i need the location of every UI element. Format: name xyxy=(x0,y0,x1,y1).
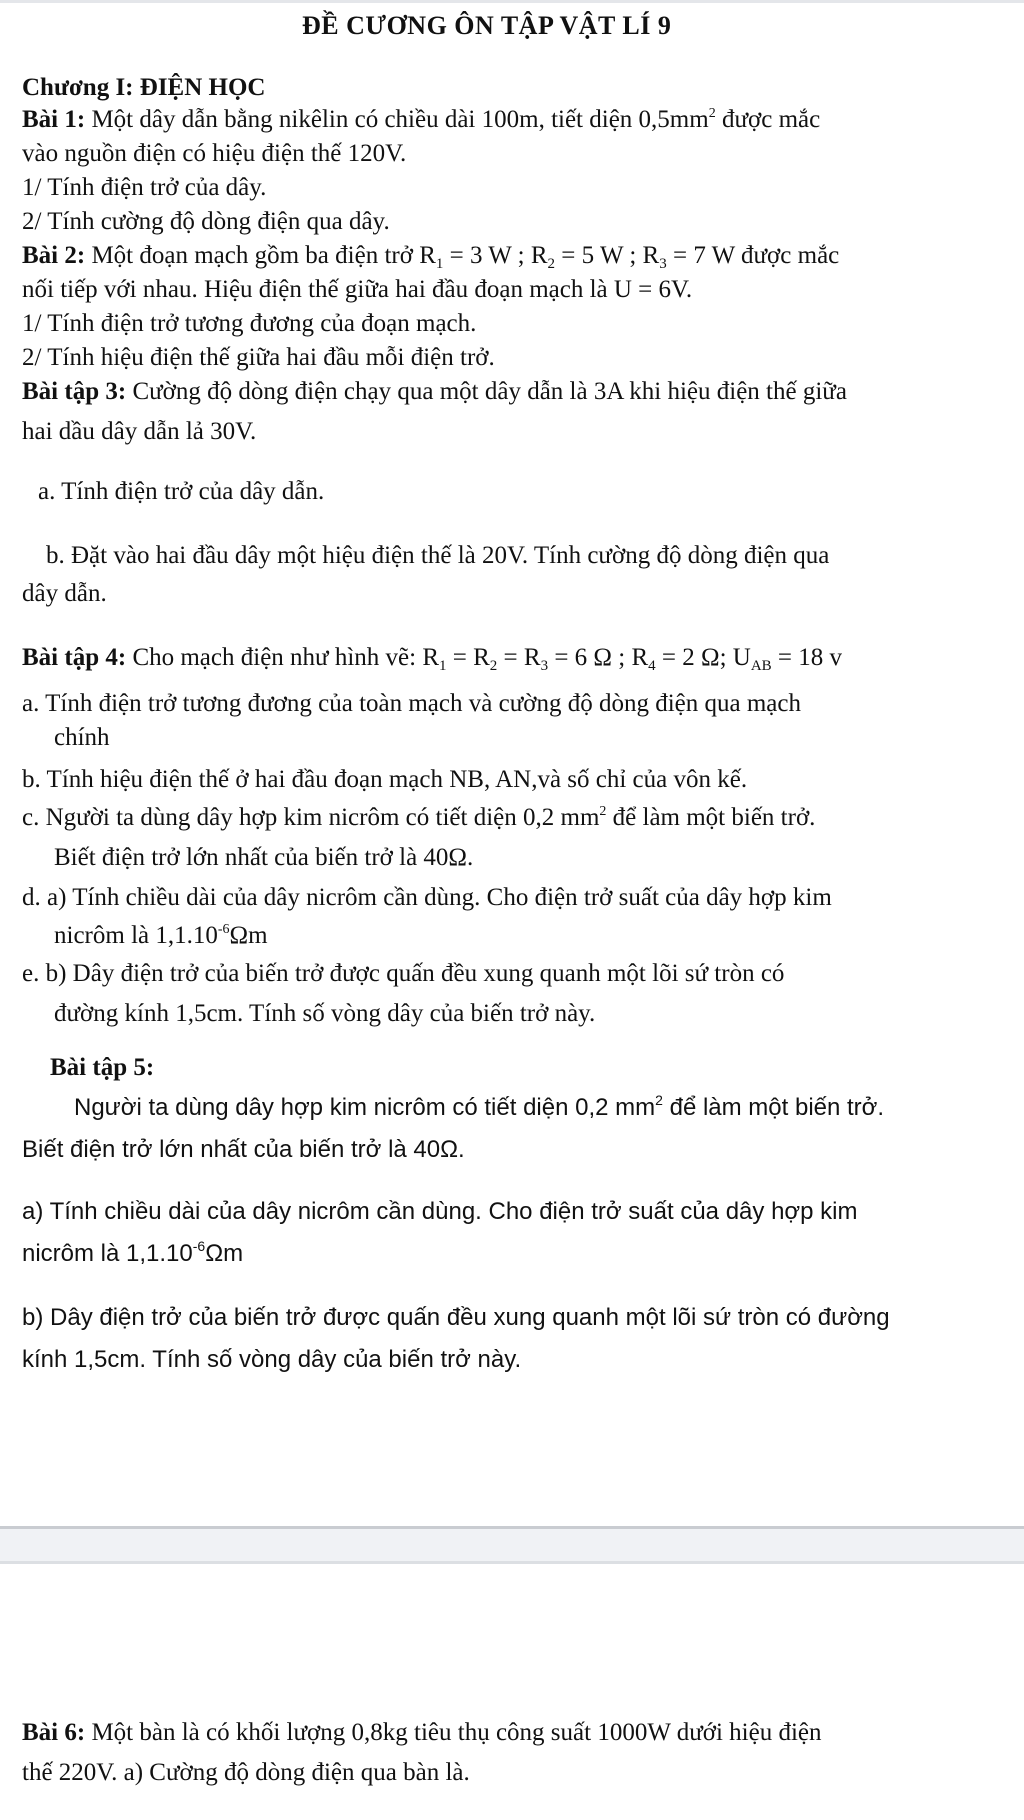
bai4-question-c-line1: c. Người ta dùng dây hợp kim nicrôm có tiết diện 0,2 $mm^2$ để làm một biến trở. xyxy=(22,804,816,831)
bai4-question-c-line2: Biết điện trở lớn nhất của biến trở là 40Ω. xyxy=(54,844,474,871)
bai2-label: Bài 2: xyxy=(22,242,86,269)
bai3-label: Bài tập 3: xyxy=(22,378,127,405)
bai4-label: Bài tập 4: xyxy=(22,644,127,671)
bai4-line1: Bài tập 4: Cho mạch điện như hình vẽ: $R_1 = R_2 = R_3 = 6$ Ω ; $R_4 = 2$ Ω; $U_{AB} = 18$ v xyxy=(22,644,843,674)
bai4-question-b: b. Tính hiệu điện thế ở hai đầu đoạn mạch NB, AN,và số chỉ của vôn kế. xyxy=(22,766,748,793)
bai2-question1: 1/ Tính điện trở tương đương của đoạn mạch. xyxy=(22,310,477,337)
bai1-line1: Bài 1: Một dây dẫn bằng nikêlin có chiều dài 100m, tiết diện $0,5mm^2$ được mắc xyxy=(22,106,821,133)
bai3-line2: hai dầu dây dẫn lả 30V. xyxy=(22,418,257,445)
bai2-question2: 2/ Tính hiệu điện thế giữa hai đầu mỗi điện trở. xyxy=(22,344,495,371)
bai6-line1: Bài 6: Một bàn là có khối lượng 0,8kg tiêu thụ công suất 1000W dưới hiệu điện xyxy=(22,1719,822,1746)
bai6-label: Bài 6: xyxy=(22,1719,86,1746)
bai2-line2: nối tiếp với nhau. Hiệu điện thế giữa hai đầu đoạn mạch là U = 6V. xyxy=(22,276,693,303)
bai1-question1: 1/ Tính điện trở của dây. xyxy=(22,174,267,201)
bai4-question-a-line1: a. Tính điện trở tương đương của toàn mạch và cường độ dòng điện qua mạch xyxy=(22,690,801,717)
bai4-question-e-line2: đường kính 1,5cm. Tính số vòng dây của biến trở này. xyxy=(54,1000,596,1027)
bai5-line1: Người ta dùng dây hợp kim nicrôm có tiết diện 0,2 $mm^2$ để làm một biến trở. xyxy=(74,1092,885,1121)
chapter-heading: Chương I: ĐIỆN HỌC xyxy=(22,74,266,101)
bai3-question-a: a. Tính điện trở của dây dẫn. xyxy=(38,478,325,505)
bai5-line2: Biết điện trở lớn nhất của biến trở là 40Ω. xyxy=(22,1136,465,1163)
bai3-question-b-line2: dây dẫn. xyxy=(22,580,107,607)
page-2 xyxy=(0,1564,1024,1820)
bai1-label: Bài 1: xyxy=(22,106,86,133)
bai4-question-e-line1: e. b) Dây điện trở của biến trở được quấn đều xung quanh một lõi sứ tròn có xyxy=(22,960,785,987)
bai3-line1: Bài tập 3: Cường độ dòng điện chạy qua một dây dẫn là 3A khi hiệu điện thế giữa xyxy=(22,378,847,405)
bai1-line2: vào nguồn điện có hiệu điện thế 120V. xyxy=(22,140,407,167)
page-separator xyxy=(0,1529,1024,1561)
bai4-question-d-line2: nicrôm là $1,1.10^{-6}\Omega m$ xyxy=(54,922,268,949)
bai4-question-d-line1: d. a) Tính chiều dài của dây nicrôm cần dùng. Cho điện trở suất của dây hợp kim xyxy=(22,884,832,911)
bai5-question-b-line1: b) Dây điện trở của biến trở được quấn đều xung quanh một lõi sứ tròn có đường xyxy=(22,1304,890,1331)
bai4-question-a-line2: chính xyxy=(54,724,110,751)
page-1 xyxy=(0,3,1024,1530)
bai5-question-a-line2: nicrôm là $1,1.10^{-6}\Omega m$ xyxy=(22,1238,244,1267)
bai6-line2: thế 220V. a) Cường độ dòng điện qua bàn là. xyxy=(22,1759,470,1786)
bai2-line1: Bài 2: Một đoạn mạch gồm ba điện trở $R_1 = 3$ W ; $R_2 = 5$ W ; $R_3 = 7$ W được mắc xyxy=(22,242,840,272)
bai3-question-b-line1: b. Đặt vào hai đầu dây một hiệu điện thế là 20V. Tính cường độ dòng điện qua xyxy=(46,542,830,569)
bai5-question-b-line2: kính 1,5cm. Tính số vòng dây của biến trở này. xyxy=(22,1346,522,1373)
document-title: ĐỀ CƯƠNG ÔN TẬP VẬT LÍ 9 xyxy=(302,11,672,40)
bai5-label: Bài tập 5: xyxy=(50,1054,155,1081)
bai5-question-a-line1: a) Tính chiều dài của dây nicrôm cần dùng. Cho điện trở suất của dây hợp kim xyxy=(22,1198,858,1225)
bai1-question2: 2/ Tính cường độ dòng điện qua dây. xyxy=(22,208,390,235)
